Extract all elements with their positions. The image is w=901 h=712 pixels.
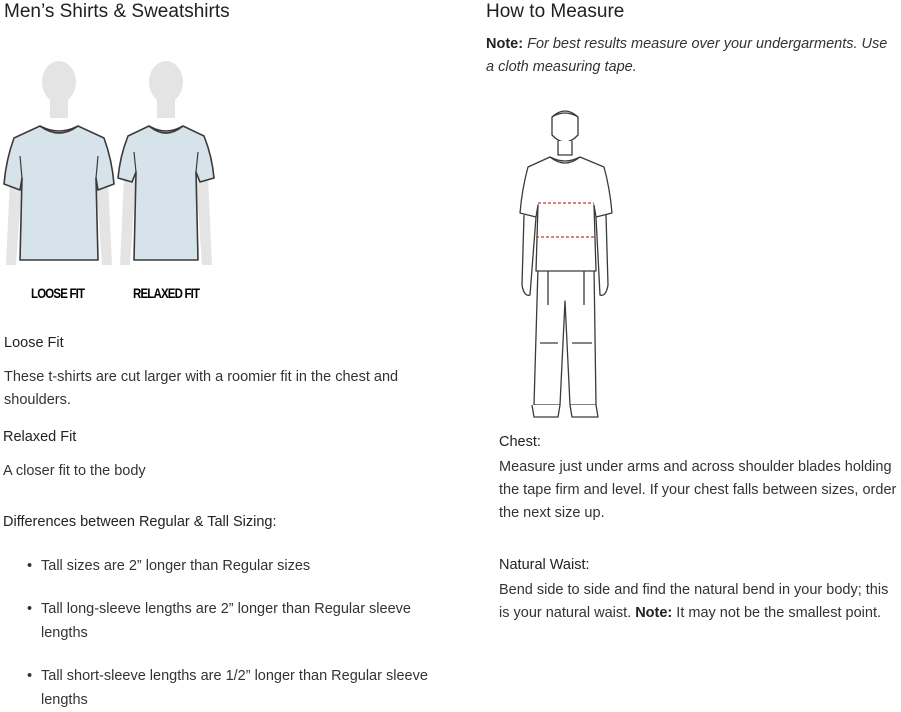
chest-text-line2: the tape firm and level. If your chest falls between sizes, order — [499, 482, 897, 498]
loose-fit-text-line2: shoulders. — [4, 392, 71, 408]
list-item-text: Tall short-sleeve lengths are 1/2” longer than Regular sleeve — [41, 668, 428, 684]
section-title-measure: How to Measure — [486, 1, 625, 22]
loose-fit-text-line1: These t-shirts are cut larger with a roomier fit in the chest and — [4, 369, 399, 385]
note-label: Note: — [486, 36, 524, 52]
list-item-text-cont: lengths — [41, 692, 88, 708]
chest-heading: Chest: — [499, 434, 541, 450]
chest-text-line3: the next size up. — [499, 505, 605, 521]
waist-note-label: Note: — [635, 605, 673, 621]
section-title-shirts: Men’s Shirts & Sweatshirts — [4, 1, 230, 22]
chest-text — [499, 456, 901, 528]
measure-note — [486, 33, 901, 83]
waist-text — [499, 579, 901, 627]
chest-text-line1: Measure just under arms and across shoulder blades holding — [499, 459, 892, 475]
waist-text-line2: is your natural waist. — [499, 605, 632, 621]
waist-text-line1: Bend side to side and find the natural bend in your body; this — [499, 582, 889, 598]
loose-fit-figure — [0, 60, 118, 275]
relaxed-fit-label: RELAXED FIT — [133, 285, 200, 301]
loose-fit-heading: Loose Fit — [4, 335, 64, 351]
differences-heading: Differences between Regular & Tall Sizing: — [3, 514, 277, 530]
relaxed-fit-figure — [116, 60, 218, 275]
waist-heading: Natural Waist: — [499, 557, 590, 573]
note-text-line1: For best results measure over your undergarments. Use — [527, 36, 888, 52]
measure-figure — [510, 105, 625, 425]
loose-fit-label: LOOSE FIT — [31, 285, 85, 301]
list-item-text: Tall sizes are 2” longer than Regular sizes — [41, 558, 311, 574]
list-item — [25, 554, 465, 578]
relaxed-fit-text: A closer fit to the body — [3, 463, 146, 479]
list-item — [25, 664, 465, 712]
differences-list — [25, 554, 465, 712]
list-item-text: Tall long-sleeve lengths are 2” longer than Regular sleeve — [41, 601, 411, 617]
waist-note-text: It may not be the smallest point. — [676, 605, 882, 621]
list-item — [25, 597, 465, 645]
note-text-line2: a cloth measuring tape. — [486, 59, 637, 75]
relaxed-fit-heading: Relaxed Fit — [3, 429, 77, 445]
list-item-text-cont: lengths — [41, 625, 88, 641]
